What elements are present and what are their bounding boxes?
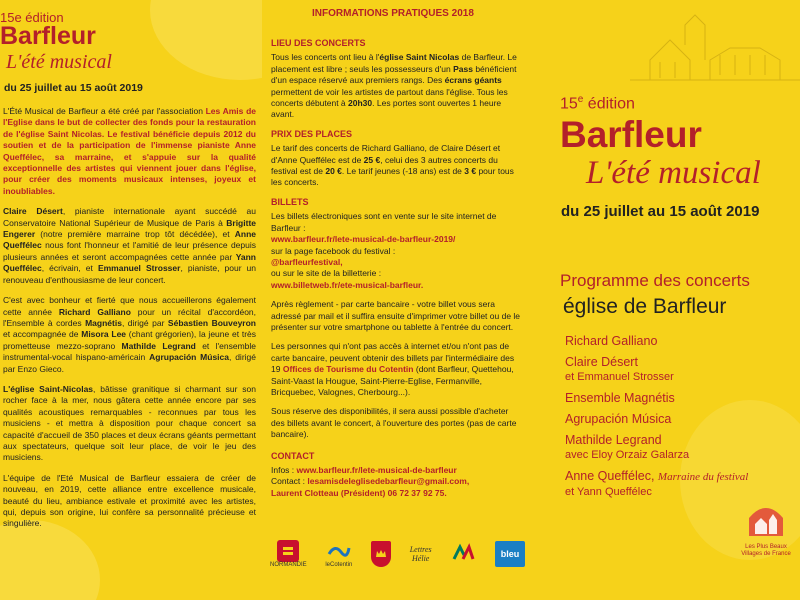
right-title: Barfleur	[560, 114, 702, 155]
right-dates: du 25 juillet au 15 août 2019	[561, 203, 760, 220]
team-paragraph: L'équipe de l'Eté Musical de Barfleur essaiera de créer de nouveau, en 2019, cette alliance entre excellence musicale, beauté du lieu, ambiance estivale et proximité avec les artistes, qui, depuis son origine, lui confère sa personnalité précieuse et singulière.	[3, 472, 256, 529]
middle-panel	[262, 0, 530, 600]
programme-heading: Programme des concerts	[560, 271, 750, 290]
ca-icon	[450, 543, 476, 565]
left-body	[3, 106, 256, 539]
left-panel	[0, 0, 262, 600]
contact-email-link[interactable]: lesamisdeleglisedebarfleur@gmail.com,	[307, 476, 470, 487]
left-subtitle: L'été musical	[6, 51, 112, 73]
lion-icon	[280, 543, 296, 559]
artist-item: Agrupación Música	[565, 412, 672, 426]
artist-list	[565, 334, 795, 506]
artist-item: Mathilde Legrand avec Eloy Orzaiz Galarza	[565, 433, 690, 461]
contact-info-link[interactable]: www.barfleur.fr/lete-musical-de-barfleur	[296, 465, 457, 475]
contact-text: Infos : www.barfleur.fr/lete-musical-de-barfleur Contact : lesamisdeleglisedebarfleur@gmail.com, Laurent Clotteau (Président) 06 72 37 92 75.	[271, 465, 470, 498]
artist-item: Ensemble Magnétis	[565, 391, 675, 405]
right-subtitle: L'été musical	[586, 155, 761, 191]
lettres-helie-logo: Lettres Hélie	[409, 545, 432, 563]
prix-title: PRIX DES PLACES	[271, 128, 353, 139]
normandie-logo: NORMANDIE	[270, 540, 307, 568]
billets-links: Les billets électroniques sont en vente sur le site internet de Barfleur : www.barfleur.fr/lete-musical-de-barfleur-2019/ sur la page facebook du festival : @barfleurfestival, ou sur le site de la billetterie : www.billetweb.fr/ete-musical-barfleur.	[271, 211, 497, 290]
wave-icon	[327, 540, 351, 562]
credit-agricole-logo	[450, 543, 476, 565]
facebook-link[interactable]: @barfleurfestival,	[271, 256, 343, 267]
billets-doors: Sous réserve des disponibilités, il sera aussi possible d'acheter des billets avant le concert, à l'ouverture des portes (pas de carte bancaire).	[271, 406, 517, 440]
info-body	[271, 38, 521, 507]
billetweb-link[interactable]: www.billetweb.fr/ete-musical-barfleur.	[271, 279, 424, 290]
left-title: Barfleur	[0, 22, 96, 50]
crown-icon	[375, 548, 387, 560]
billets-offices: Les personnes qui n'ont pas accès à internet et/ou n'ont pas de carte bancaire, peuvent obtenir des billets par l'intermédiaire des 19 Offices de Tourisme du Cotentin (dont Barfleur, Quettehou, Saint-Vaast la Hougue, Saint-Pierre-Eglise, Fermanville, Bricquebec, Valognes, Cherbourg...).	[271, 341, 515, 397]
lieu-title: LIEU DES CONCERTS	[271, 38, 366, 48]
church-heading: église de Barfleur	[563, 295, 727, 318]
info-heading: INFORMATIONS PRATIQUES 2018	[312, 8, 474, 19]
right-panel	[530, 0, 800, 600]
barfleur-coat-of-arms	[371, 541, 391, 567]
billets-link-barfleur[interactable]: www.barfleur.fr/lete-musical-de-barfleur-2019/	[271, 234, 456, 245]
prix-text: Le tarif des concerts de Richard Galliano, de Claire Désert et d'Anne Queffélec est de 25 €, celui des 3 autres concerts du festival est de 20 €. Le tarif jeunes (-18 ans) est de 3 € pour tous les concerts.	[271, 143, 514, 188]
cotentin-logo: leCotentin	[325, 540, 352, 568]
village-logo-icon	[743, 496, 789, 542]
left-edition: 15e édition	[0, 10, 64, 25]
billets-payment: Après règlement - par carte bancaire - votre billet vous sera adressé par mail et il suffira ensuite d'imprimer votre billet ou de le présenter sur votre smartphone ou tablette à l'entrée du concert.	[271, 299, 521, 332]
right-edition: 15e édition	[560, 94, 635, 113]
france-bleu-logo: bleu	[495, 541, 525, 567]
artist-item: Richard Galliano	[565, 334, 658, 348]
artist-item: Claire Désert et Emmanuel Strosser	[565, 355, 674, 383]
billets-title: BILLETS	[271, 196, 309, 207]
left-dates: du 25 juillet au 15 août 2019	[4, 82, 143, 94]
contact-title: CONTACT	[271, 450, 315, 461]
artist-item: Anne Queffélec, Marraine du festival et Yann Queffélec	[565, 469, 749, 498]
guests-paragraph: C'est avec bonheur et fierté que nous accueillerons également cette année Richard Galliano pour un récital d'accordéon, l'Ensemble à cordes Magnétis, dirigé par Sébastien Bouveyron et accompagnée de Misora Lee (chant grégorien), la jeune et très prometteuse mezzo-soprano Mathilde Legrand et l'ensemble instrumental-vocal hispano-américain Agrupación Música, dirigé par Enzo Gieco.	[3, 295, 257, 374]
church-sketch-icon	[530, 0, 800, 90]
lieu-text: Tous les concerts ont lieu à l'église Saint Nicolas de Barfleur. Le placement est libre ; seuls les possesseurs d'un Pass bénéficient d'un espace réservé aux premiers rangs. Des écrans géants permettent de voir les artistes de partout dans l'église. Tous les concerts débutent à 20h30. Les portes sont ouvertes 1 heure avant.	[271, 52, 517, 120]
contact-person: Laurent Clotteau (Président) 06 72 37 92 75.	[271, 487, 447, 498]
artists-paragraph: Claire Désert, pianiste internationale ayant succédé au Conservatoire National Supérieur de Musique de Paris à Brigitte Engerer (notre première marraine trop tôt décédée), et Anne Queffélec nous font l'honneur et l'amitié de leur présence depuis plusieurs années et seront accompagnées cette année par Yann Queffélec, écrivain, et Emmanuel Strosser, pianiste, pour un renouveau d'enthousiasme de leur concert.	[3, 206, 256, 285]
beaux-villages-logo: Les Plus Beaux Villages de France	[738, 496, 794, 558]
intro-paragraph: L'Été Musical de Barfleur a été créé par l'association Les Amis de l'Eglise dans le but de collecter des fonds pour la restauration de l'église Saint Nicolas. Le festival bénéficie depuis 2012 du soutien et de la participation de l'immense pianiste Anne Queffélec, sa marraine, et s'appuie sur la qualité exceptionnelle des artistes qui viennent jouer dans l'église, pour créer des moments musicaux intenses, joyeux et inoubliables.	[3, 106, 256, 196]
sponsor-logos	[270, 532, 525, 576]
church-paragraph: L'église Saint-Nicolas, bâtisse granitique si charmant sur son rocher face à la mer, nous gâtera cette année encore par ses qualités acoustiques remarquables - reconnues par tous les musiciens - et mettra à disposition pour chaque concert sa capacité d'accueil de 350 places et deux écrans géants permettant aux spectateurs, quelque soit leur place, de voir le jeu des musiciens.	[3, 383, 256, 463]
